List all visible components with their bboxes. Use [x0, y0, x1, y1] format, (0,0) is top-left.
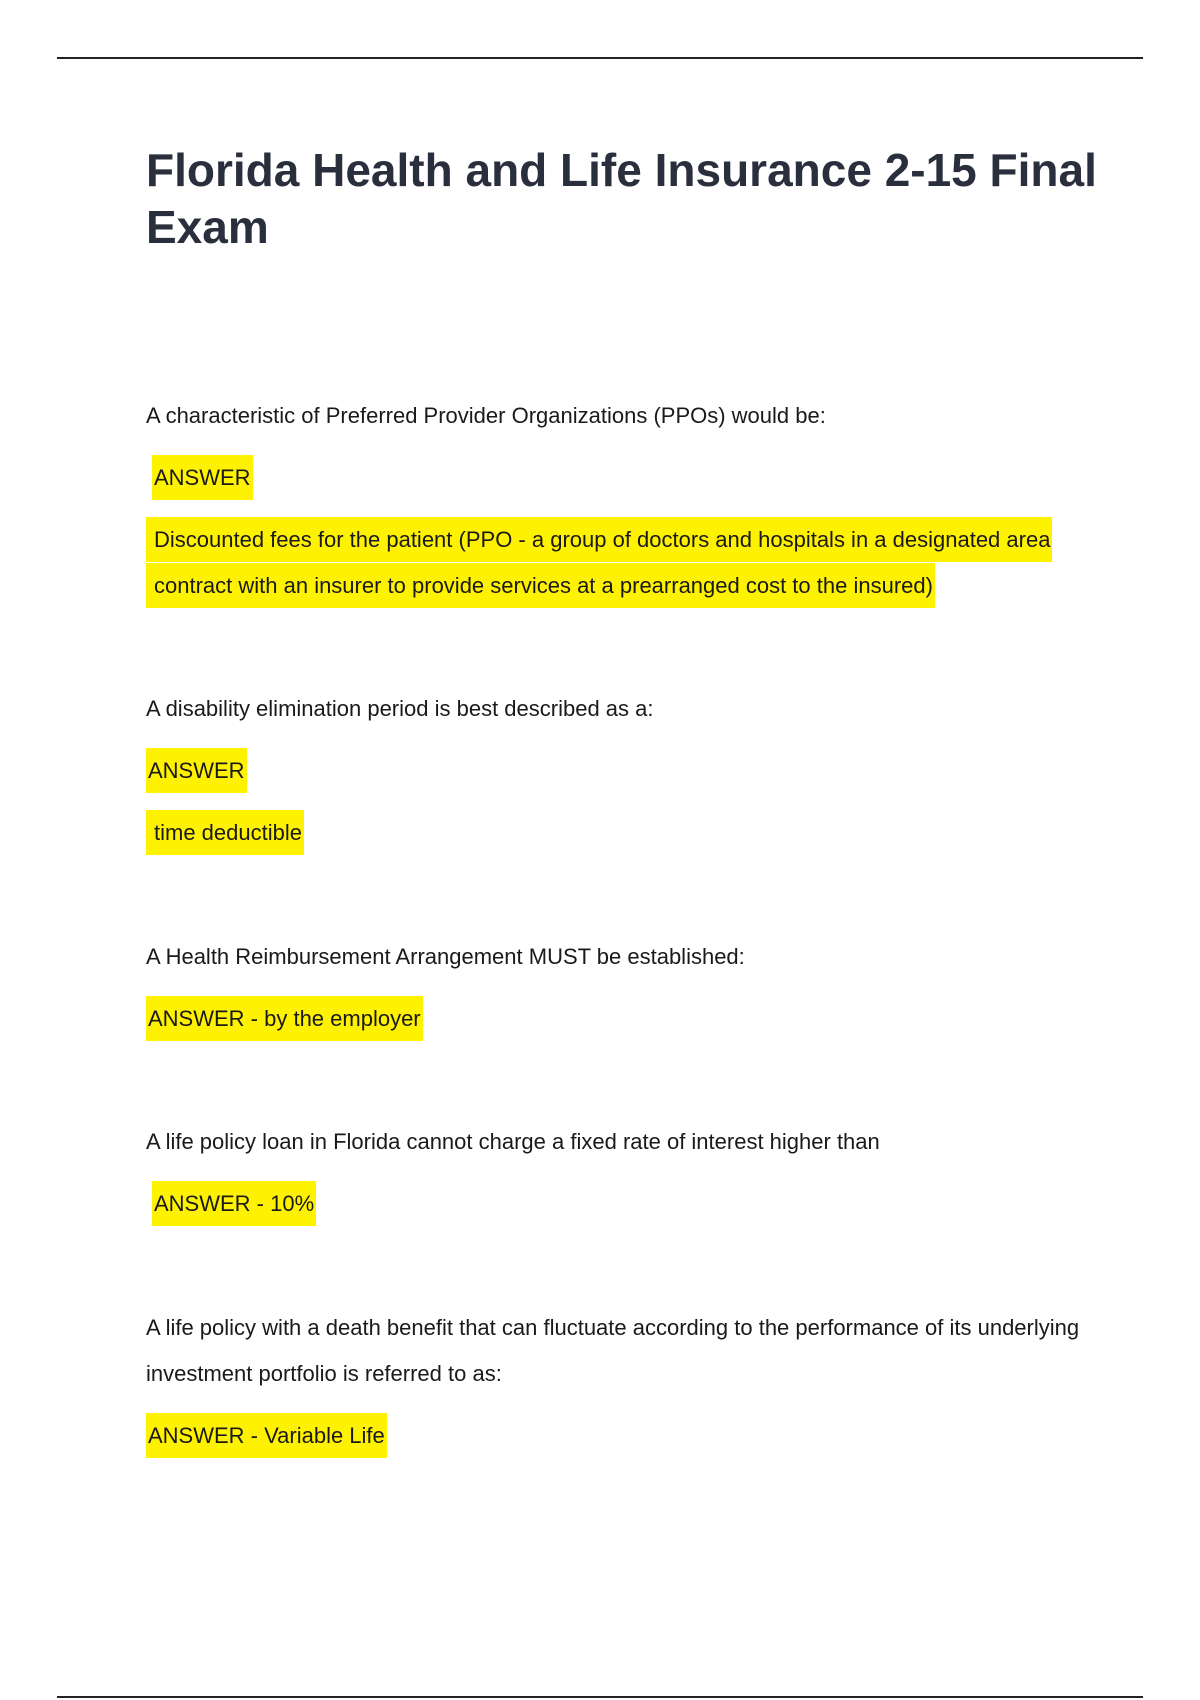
answer-4: [146, 1181, 316, 1227]
answer-highlight: ANSWER - Variable Life: [146, 1413, 387, 1458]
answer-3: [146, 996, 423, 1042]
question-3: A Health Reimbursement Arrangement MUST be established:: [146, 944, 745, 969]
answer-highlight: ANSWER - 10%: [152, 1181, 316, 1226]
answer-highlight: ANSWER: [146, 748, 247, 793]
top-rule: [57, 57, 1143, 59]
answer-label-1: [146, 455, 253, 501]
answer-highlight: Discounted fees for the patient (PPO - a group of doctors and hospitals in a designated area contract with an insurer to provide services at a prearranged cost to the insured): [146, 517, 1052, 608]
answer-text-2: [146, 810, 304, 856]
document-title: Florida Health and Life Insurance 2-15 Final Exam: [146, 144, 1097, 253]
question-5: A life policy with a death benefit that can fluctuate according to the performance of its underlying investment portfolio is referred to as:: [146, 1315, 1080, 1386]
bottom-rule: [57, 1696, 1143, 1698]
answer-text-1: [146, 517, 1086, 609]
answer-highlight: ANSWER - by the employer: [146, 996, 423, 1041]
answer-highlight: ANSWER: [152, 455, 253, 500]
question-1: A characteristic of Preferred Provider Organizations (PPOs) would be:: [146, 403, 826, 428]
answer-label-2: [146, 748, 247, 794]
question-4: A life policy loan in Florida cannot charge a fixed rate of interest higher than: [146, 1129, 880, 1154]
answer-5: [146, 1413, 387, 1459]
answer-highlight: time deductible: [146, 810, 304, 855]
question-2: A disability elimination period is best described as a:: [146, 696, 654, 721]
